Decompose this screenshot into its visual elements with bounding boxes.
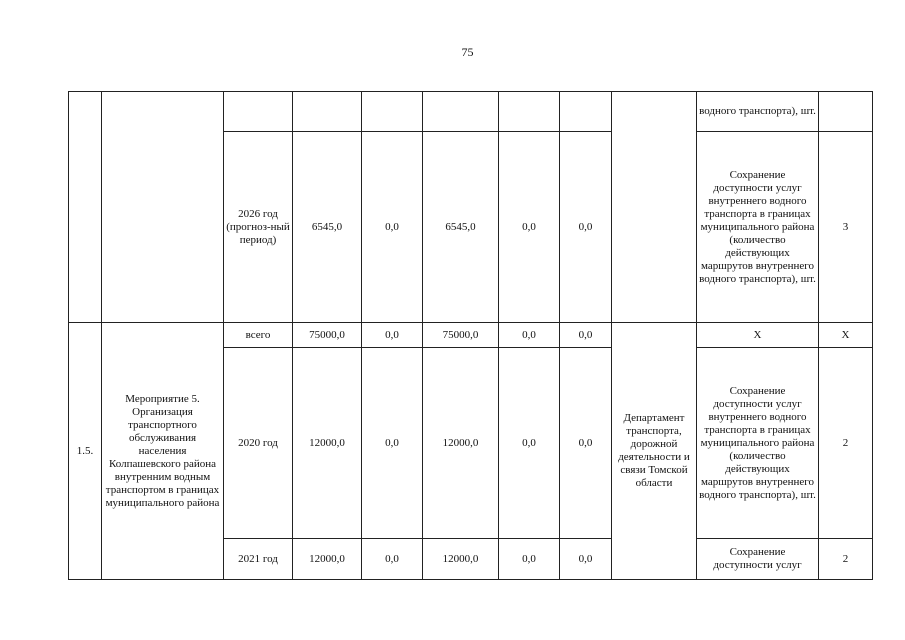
local-cell: 0,0 (499, 132, 560, 323)
period-cell: 2026 год (прогноз-ный период) (224, 132, 293, 323)
extra-cell: 0,0 (560, 323, 612, 348)
federal-cell: 0,0 (362, 348, 423, 539)
value-cell: Х (819, 323, 873, 348)
row-number-cell (69, 92, 102, 323)
page-number: 75 (461, 45, 474, 59)
local-cell: 0,0 (499, 323, 560, 348)
total-cell: 12000,0 (293, 539, 362, 580)
indicator-cell: Сохранение доступности услуг (697, 539, 819, 580)
indicator-cell: Сохранение доступности услуг внутреннего водного транспорта в границах муниципального района (количество действующих маршрутов внутреннего водного транспорта), шт. (697, 132, 819, 323)
regional-cell: 6545,0 (423, 132, 499, 323)
local-cell: 0,0 (499, 348, 560, 539)
regional-cell (423, 92, 499, 132)
indicator-cell: Х (697, 323, 819, 348)
indicator-cell: Сохранение доступности услуг внутреннего водного транспорта в границах муниципального района (количество действующих маршрутов внутреннего водного транспорта), шт. (697, 348, 819, 539)
value-cell: 3 (819, 132, 873, 323)
federal-cell: 0,0 (362, 323, 423, 348)
period-cell: 2020 год (224, 348, 293, 539)
local-cell (499, 92, 560, 132)
indicator-cell: водного транспорта), шт. (697, 92, 819, 132)
total-cell (293, 92, 362, 132)
value-cell: 2 (819, 539, 873, 580)
extra-cell (560, 92, 612, 132)
measures-table (68, 91, 873, 580)
regional-cell: 75000,0 (423, 323, 499, 348)
extra-cell: 0,0 (560, 348, 612, 539)
regional-cell: 12000,0 (423, 539, 499, 580)
total-cell: 6545,0 (293, 132, 362, 323)
total-cell: 75000,0 (293, 323, 362, 348)
extra-cell: 0,0 (560, 539, 612, 580)
extra-cell: 0,0 (560, 132, 612, 323)
period-cell: 2021 год (224, 539, 293, 580)
table-row (69, 92, 873, 132)
federal-cell (362, 92, 423, 132)
executor-cell: Департамент транспорта, дорожной деятельности и связи Томской области (612, 323, 697, 580)
local-cell: 0,0 (499, 539, 560, 580)
value-cell: 2 (819, 348, 873, 539)
period-cell (224, 92, 293, 132)
measure-name-cell: Мероприятие 5. Организация транспортного обслуживания населения Колпашевского района внутренним водным транспортом в границах муниципального района (102, 323, 224, 580)
table-row (69, 323, 873, 348)
federal-cell: 0,0 (362, 539, 423, 580)
value-cell (819, 92, 873, 132)
federal-cell: 0,0 (362, 132, 423, 323)
period-cell: всего (224, 323, 293, 348)
regional-cell: 12000,0 (423, 348, 499, 539)
executor-cell (612, 92, 697, 323)
row-number-cell: 1.5. (69, 323, 102, 580)
measure-name-cell (102, 92, 224, 323)
total-cell: 12000,0 (293, 348, 362, 539)
